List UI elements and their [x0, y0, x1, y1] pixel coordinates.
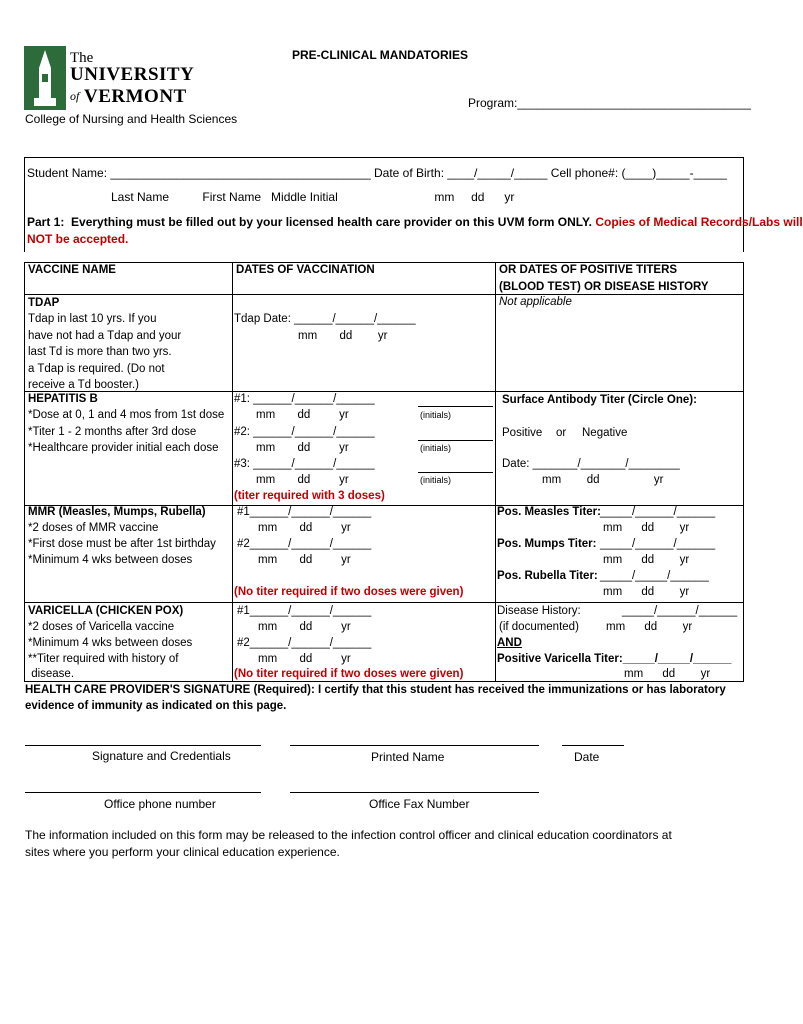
divider [24, 157, 25, 252]
logo-university: UNIVERSITY [70, 64, 195, 85]
logo-the: The [70, 50, 94, 66]
date-label: Date [574, 750, 600, 764]
mmr-dose1-sub: mm dd yr [258, 522, 351, 534]
divider [495, 262, 496, 682]
student-info-sublabels: Last Name First Name Middle Initial mm dd yr [111, 190, 515, 204]
hepb-positive-option[interactable]: Positive [502, 427, 543, 439]
hepb-titer-date-field[interactable]: Date: _______/_______/________ [502, 458, 680, 470]
hepb-dose1-field[interactable]: #1: ______/______/______ [234, 393, 375, 405]
hepb-initials-3: (initials) [420, 475, 452, 485]
hepb-initials-1: (initials) [420, 410, 452, 420]
signature-line[interactable] [25, 745, 261, 746]
tdap-date-field[interactable]: Tdap Date: ______/______/______ [234, 313, 416, 325]
mmr-dose1-field[interactable]: #1______/______/______ [237, 506, 372, 518]
tdap-note-3: last Td is more than two yrs. [28, 346, 172, 358]
mmr-name: MMR (Measles, Mumps, Rubella) [28, 506, 206, 518]
hepb-surface-titer: Surface Antibody Titer (Circle One): [502, 394, 697, 406]
hepb-initials-1-line[interactable] [418, 405, 493, 407]
varicella-dose1-sub: mm dd yr [258, 621, 351, 633]
divider [24, 157, 744, 158]
footer-line-1: The information included on this form may be released to the infection control officer and clinical education coordinators at [25, 828, 672, 842]
mmr-dose2-sub: mm dd yr [258, 554, 351, 566]
signature-label: Signature and Credentials [92, 749, 231, 763]
varicella-pos-titer-field[interactable]: Positive Varicella Titer:_____/_____/______ [497, 653, 732, 665]
tdap-note-4: a Tdap is required. (Do not [28, 363, 165, 375]
footer-line-2: sites where you perform your clinical education experience. [25, 845, 340, 859]
varicella-note-4: disease. [28, 668, 75, 680]
hepb-dose3-field[interactable]: #3: ______/______/______ [234, 458, 375, 470]
col-vaccine-name: VACCINE NAME [28, 264, 116, 276]
hepb-initials-2: (initials) [420, 443, 452, 453]
hepb-titer-note: (titer required with 3 doses) [234, 490, 385, 502]
mmr-measles-label: Pos. Measles Titer: [497, 506, 601, 518]
hepb-or: or [556, 427, 567, 439]
tdap-date-sub: mm dd yr [298, 330, 388, 342]
hepb-dose1-sub: mm dd yr [256, 409, 349, 421]
mmr-note-1: *2 doses of MMR vaccine [28, 522, 159, 534]
hepb-dose3-sub: mm dd yr [256, 474, 349, 486]
hepb-dose2-field[interactable]: #2: ______/______/______ [234, 426, 375, 438]
logo-vermont: VERMONT [84, 86, 187, 107]
printed-name-label: Printed Name [371, 750, 445, 764]
col-titers-sub: (BLOOD TEST) OR DISEASE HISTORY [499, 281, 709, 293]
varicella-dose1-field[interactable]: #1______/______/______ [237, 605, 372, 617]
varicella-history-label: Disease History: [497, 605, 581, 617]
varicella-dose2-field[interactable]: #2______/______/______ [237, 637, 372, 649]
logo-of: of [70, 89, 80, 103]
hepb-note-3: *Healthcare provider initial each dose [28, 442, 219, 454]
date-line[interactable] [562, 745, 624, 746]
divider [743, 262, 744, 682]
varicella-name: VARICELLA (CHICKEN POX) [28, 605, 184, 617]
varicella-and: AND [497, 637, 522, 649]
divider [743, 157, 744, 252]
uvm-logo [24, 46, 66, 110]
mmr-rubella-field[interactable]: _____/_____/______ [600, 570, 709, 582]
varicella-note-2: *Minimum 4 wks between doses [28, 637, 193, 649]
printed-name-line[interactable] [290, 745, 539, 746]
office-phone-line[interactable] [25, 792, 261, 793]
signature-statement-1: HEALTH CARE PROVIDER'S SIGNATURE (Required): I certify that this student has received the immunizations or has laboratory [25, 684, 726, 696]
divider [24, 262, 744, 263]
mmr-measles-field[interactable]: _____/______/______ [600, 506, 716, 518]
mmr-mumps-sub: mm dd yr [603, 554, 690, 566]
varicella-no-titer-note: (No titer required if two doses were given) [234, 668, 464, 680]
page-title: PRE-CLINICAL MANDATORIES [292, 48, 469, 62]
hepb-negative-option[interactable]: Negative [582, 427, 628, 439]
mmr-note-3: *Minimum 4 wks between doses [28, 554, 193, 566]
mmr-no-titer-note: (No titer required if two doses were given) [234, 586, 464, 598]
mmr-mumps-label: Pos. Mumps Titer: [497, 538, 597, 550]
tdap-not-applicable: Not applicable [499, 296, 572, 308]
student-info-line[interactable]: Student Name: _______________________________________ Date of Birth: ____/_____/_____ Cell phone#: (____)_____-_____ [27, 166, 727, 180]
tdap-note-2: have not had a Tdap and your [28, 330, 182, 342]
mmr-note-2: *First dose must be after 1st birthday [28, 538, 216, 550]
college-name: College of Nursing and Health Sciences [25, 112, 238, 126]
varicella-history-sub: mm dd yr [606, 621, 693, 633]
hepb-name: HEPATITIS B [28, 393, 98, 405]
hepb-titer-date-sub: mm dd yr [542, 474, 664, 486]
office-phone-label: Office phone number [104, 797, 216, 811]
varicella-pos-titer-sub: mm dd yr [624, 668, 711, 680]
divider [24, 391, 744, 392]
hepb-initials-3-line[interactable] [418, 471, 493, 473]
varicella-documented: (if documented) [499, 621, 579, 633]
divider [24, 262, 25, 682]
part1-instructions: Part 1: Everything must be filled out by your licensed health care provider on this UVM form ONLY. Copies of Medical Records/Labs will [27, 215, 803, 229]
mmr-dose2-field[interactable]: #2______/______/______ [237, 538, 372, 550]
varicella-note-1: *2 doses of Varicella vaccine [28, 621, 175, 633]
part1-warning: NOT be accepted. [27, 232, 129, 246]
hepb-note-1: *Dose at 0, 1 and 4 mos from 1st dose [28, 409, 225, 421]
office-fax-label: Office Fax Number [369, 797, 470, 811]
divider [232, 262, 233, 682]
hepb-note-2: *Titer 1 - 2 months after 3rd dose [28, 426, 197, 438]
tdap-note-1: Tdap in last 10 yrs. If you [28, 313, 157, 325]
hepb-initials-2-line[interactable] [418, 439, 493, 441]
varicella-history-field[interactable]: _____/______/______ [622, 605, 738, 617]
signature-statement-2: evidence of immunity as indicated on this page. [25, 700, 287, 712]
mmr-rubella-label: Pos. Rubella Titer: [497, 570, 598, 582]
tower-icon [24, 46, 66, 110]
tdap-name: TDAP [28, 297, 60, 309]
program-field[interactable]: Program:___________________________________ [468, 96, 751, 110]
mmr-rubella-sub: mm dd yr [603, 586, 690, 598]
office-fax-line[interactable] [290, 792, 539, 793]
hepb-dose2-sub: mm dd yr [256, 442, 349, 454]
col-titers: OR DATES OF POSITIVE TITERS [499, 264, 678, 276]
tdap-note-5: receive a Td booster.) [28, 379, 140, 391]
col-dates: DATES OF VACCINATION [236, 264, 375, 276]
divider [24, 602, 744, 603]
varicella-dose2-sub: mm dd yr [258, 653, 351, 665]
mmr-mumps-field[interactable]: _____/______/______ [600, 538, 716, 550]
varicella-note-3: **Titer required with history of [28, 653, 179, 665]
mmr-measles-sub: mm dd yr [603, 522, 690, 534]
